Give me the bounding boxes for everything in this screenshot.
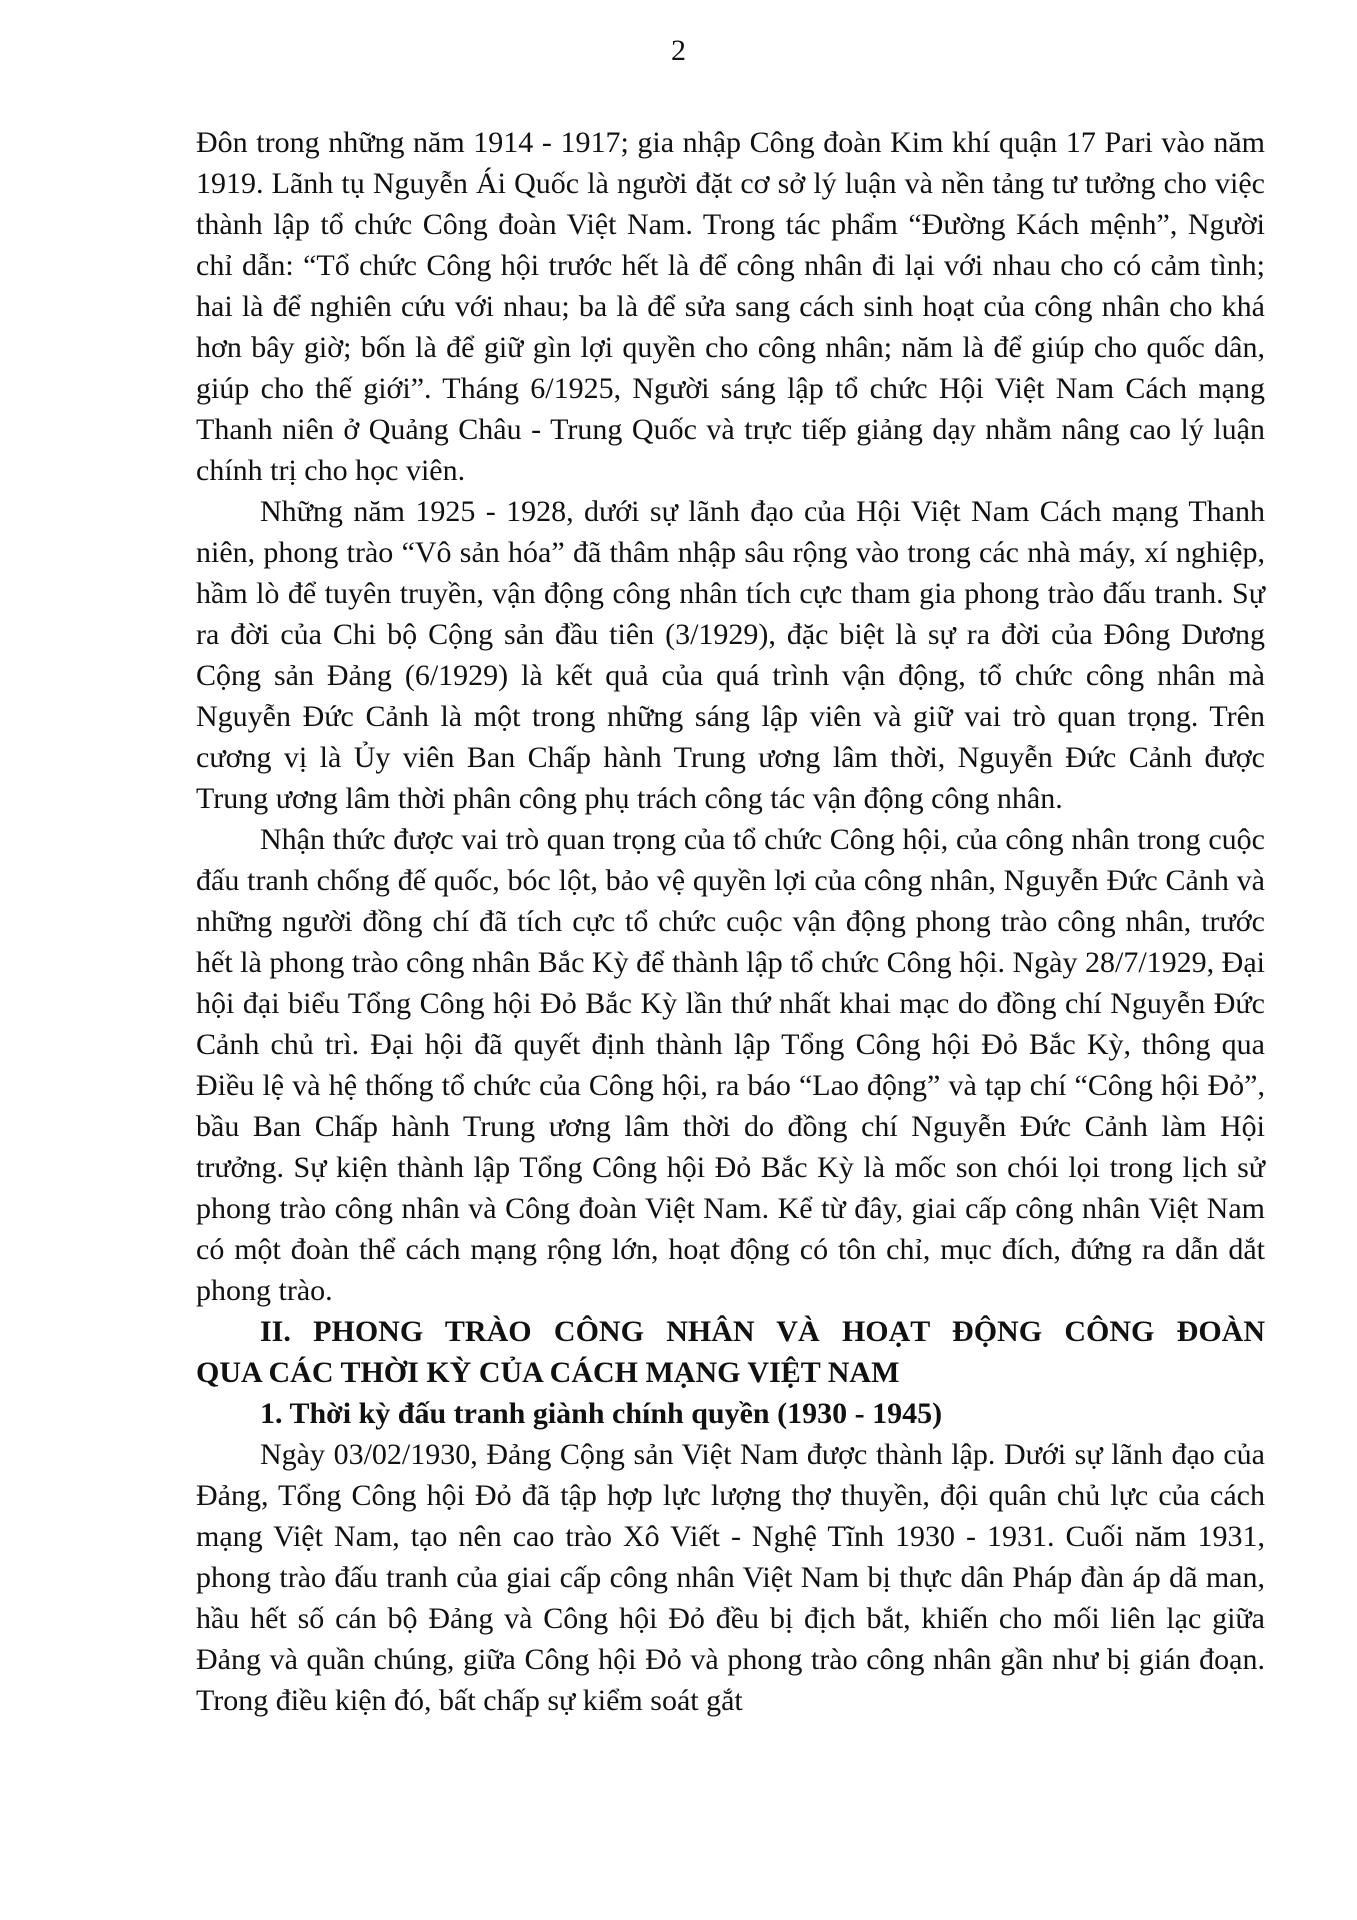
- page-number: 2: [671, 34, 686, 67]
- section-heading-line: II. PHONG TRÀO CÔNG NHÂN VÀ HOẠT ĐỘNG CÔNG ĐOÀN: [260, 1315, 1265, 1348]
- body-paragraph: Nhận thức được vai trò quan trọng của tổ chức Công hội, của công nhân trong cuộc đấu tranh chống đế quốc, bóc lột, bảo vệ quyền lợi của công nhân, Nguyễn Đức Cảnh và những người đồng chí đã tích cực tổ chức cuộc vận động phong trào công nhân, trước hết là phong trào công nhân Bắc Kỳ để thành lập tổ chức Công hội. Ngày 28/7/1929, Đại hội đại biểu Tổng Công hội Đỏ Bắc Kỳ lần thứ nhất khai mạc do đồng chí Nguyễn Đức Cảnh chủ trì. Đại hội đã quyết định thành lập Tổng Công hội Đỏ Bắc Kỳ, thông qua Điều lệ và hệ thống tổ chức của Công hội, ra báo “Lao động” và tạp chí “Công hội Đỏ”, bầu Ban Chấp hành Trung ương lâm thời do đồng chí Nguyễn Đức Cảnh làm Hội trưởng. Sự kiện thành lập Tổng Công hội Đỏ Bắc Kỳ là mốc son chói lọi trong lịch sử phong trào công nhân và Công đoàn Việt Nam. Kể từ đây, giai cấp công nhân Việt Nam có một đoàn thể cách mạng rộng lớn, hoạt động có tôn chỉ, mục đích, đứng ra dẫn dắt phong trào.: [196, 823, 1265, 1307]
- section-heading-line: QUA CÁC THỜI KỲ CỦA CÁCH MẠNG VIỆT NAM: [196, 1356, 900, 1389]
- body-paragraph: Những năm 1925 - 1928, dưới sự lãnh đạo của Hội Việt Nam Cách mạng Thanh niên, phong trào “Vô sản hóa” đã thâm nhập sâu rộng vào trong các nhà máy, xí nghiệp, hầm lò để tuyên truyền, vận động công nhân tích cực tham gia phong trào đấu tranh. Sự ra đời của Chi bộ Cộng sản đầu tiên (3/1929), đặc biệt là sự ra đời của Đông Dương Cộng sản Đảng (6/1929) là kết quả của quá trình vận động, tổ chức công nhân mà Nguyễn Đức Cảnh là một trong những sáng lập viên và giữ vai trò quan trọng. Trên cương vị là Ủy viên Ban Chấp hành Trung ương lâm thời, Nguyễn Đức Cảnh được Trung ương lâm thời phân công phụ trách công tác vận động công nhân.: [196, 495, 1265, 815]
- body-paragraph: Đôn trong những năm 1914 - 1917; gia nhập Công đoàn Kim khí quận 17 Pari vào năm 1919. Lãnh tụ Nguyễn Ái Quốc là người đặt cơ sở lý luận và nền tảng tư tưởng cho việc thành lập tổ chức Công đoàn Việt Nam. Trong tác phẩm “Đường Kách mệnh”, Người chỉ dẫn: “Tổ chức Công hội trước hết là để công nhân đi lại với nhau cho có cảm tình; hai là để nghiên cứu với nhau; ba là để sửa sang cách sinh hoạt của công nhân cho khá hơn bây giờ; bốn là để giữ gìn lợi quyền cho công nhân; năm là để giúp cho quốc dân, giúp cho thế giới”. Tháng 6/1925, Người sáng lập tổ chức Hội Việt Nam Cách mạng Thanh niên ở Quảng Châu - Trung Quốc và trực tiếp giảng dạy nhằm nâng cao lý luận chính trị cho học viên.: [196, 126, 1265, 487]
- section-heading: [196, 1311, 1265, 1393]
- subsection-heading: 1. Thời kỳ đấu tranh giành chính quyền (1930 - 1945): [260, 1397, 943, 1430]
- body-paragraph: Ngày 03/02/1930, Đảng Cộng sản Việt Nam được thành lập. Dưới sự lãnh đạo của Đảng, Tổng Công hội Đỏ đã tập hợp lực lượng thợ thuyền, đội quân chủ lực của cách mạng Việt Nam, tạo nên cao trào Xô Viết - Nghệ Tĩnh 1930 - 1931. Cuối năm 1931, phong trào đấu tranh của giai cấp công nhân Việt Nam bị thực dân Pháp đàn áp dã man, hầu hết số cán bộ Đảng và Công hội Đỏ đều bị địch bắt, khiến cho mối liên lạc giữa Đảng và quần chúng, giữa Công hội Đỏ và phong trào công nhân gần như bị gián đoạn. Trong điều kiện đó, bất chấp sự kiểm soát gắt: [196, 1438, 1265, 1717]
- document-body: [196, 122, 1265, 1721]
